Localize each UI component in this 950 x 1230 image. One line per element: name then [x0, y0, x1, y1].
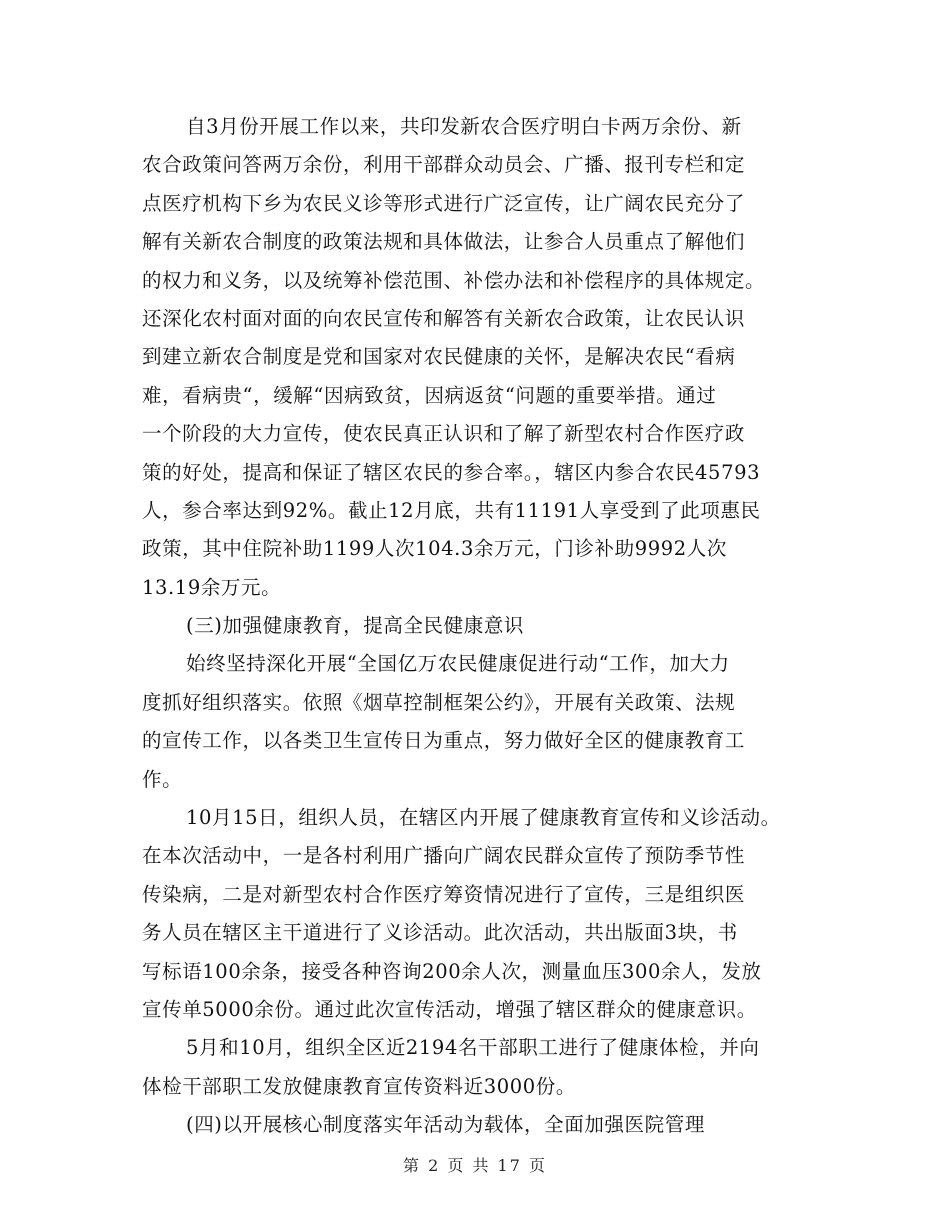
paragraph-line: 13.19余万元。: [142, 575, 282, 599]
section-heading: (四)以开展核心制度落实年活动为载体，全面加强医院管理: [186, 1113, 705, 1137]
paragraph-line: 10月15日，组织人员，在辖区内开展了健康教育宣传和义诊活动。: [186, 806, 781, 830]
document-body: [142, 108, 822, 1145]
paragraph-line: 人，参合率达到92%。截止12月底，共有11191人享受到了此项惠民: [142, 498, 761, 522]
paragraph-line: 写标语100余条，接受各种咨询200余人次，测量血压300余人，发放: [142, 959, 762, 983]
paragraph-line: 还深化农村面对面的向农民宣传和解答有关新农合政策，让农民认识: [142, 306, 746, 330]
paragraph-line: 策的好处，提高和保证了辖区农民的参合率。，辖区内参合农民45793: [142, 460, 761, 484]
paragraph-line: 宣传单5000余份。通过此次宣传活动，增强了辖区群众的健康意识。: [142, 997, 757, 1021]
paragraph-line: 的权力和义务，以及统筹补偿范围、补偿办法和补偿程序的具体规定。: [142, 268, 766, 292]
page-number: 第 2 页 共 17 页: [403, 1156, 547, 1175]
paragraph-line: 到建立新农合制度是党和国家对农民健康的关怀，是解决农民“看病: [142, 345, 736, 369]
paragraph-line: 作。: [142, 767, 183, 791]
paragraph-line: 5月和10月，组织全区近2194名干部职工进行了健康体检，并向: [186, 1036, 760, 1060]
paragraph-line: 始终坚持深化开展“全国亿万农民健康促进行动“工作，加大力: [186, 652, 730, 676]
paragraph-line: 一个阶段的大力宣传，使农民真正认识和了解了新型农村合作医疗政: [142, 422, 746, 446]
paragraph-line: 自3月份开展工作以来，共印发新农合医疗明白卡两万余份、新: [186, 115, 742, 138]
paragraph-line: 农合政策问答两万余份，利用干部群众动员会、广播、报刊专栏和定: [142, 153, 746, 177]
paragraph-line: 务人员在辖区主干道进行了义诊活动。此次活动，共出版面3块，书: [142, 921, 738, 945]
paragraph-line: 政策，其中住院补助1199人次104.3余万元，门诊补助9992人次: [142, 537, 727, 561]
paragraph-line: 的宣传工作，以各类卫生宣传日为重点，努力做好全区的健康教育工: [142, 729, 746, 753]
paragraph-line: 度抓好组织落实。依照《烟草控制框架公约》，开展有关政策、法规: [142, 690, 736, 714]
paragraph-line: 传染病，二是对新型农村合作医疗筹资情况进行了宣传，三是组织医: [142, 882, 746, 906]
paragraph-line: 解有关新农合制度的政策法规和具体做法，让参合人员重点了解他们: [142, 230, 746, 254]
paragraph-line: 点医疗机构下乡为农民义诊等形式进行广泛宣传，让广阔农民充分了: [142, 191, 746, 215]
paragraph-line: 在本次活动中，一是各村利用广播向广阔农民群众宣传了预防季节性: [142, 844, 746, 868]
paragraph-line: 体检干部职工发放健康教育宣传资料近3000份。: [142, 1074, 576, 1098]
paragraph-line: 难，看病贵“，缓解“因病致贫，因病返贫“问题的重要举措。通过: [142, 383, 717, 407]
section-heading: (三)加强健康教育，提高全民健康意识: [186, 614, 525, 638]
